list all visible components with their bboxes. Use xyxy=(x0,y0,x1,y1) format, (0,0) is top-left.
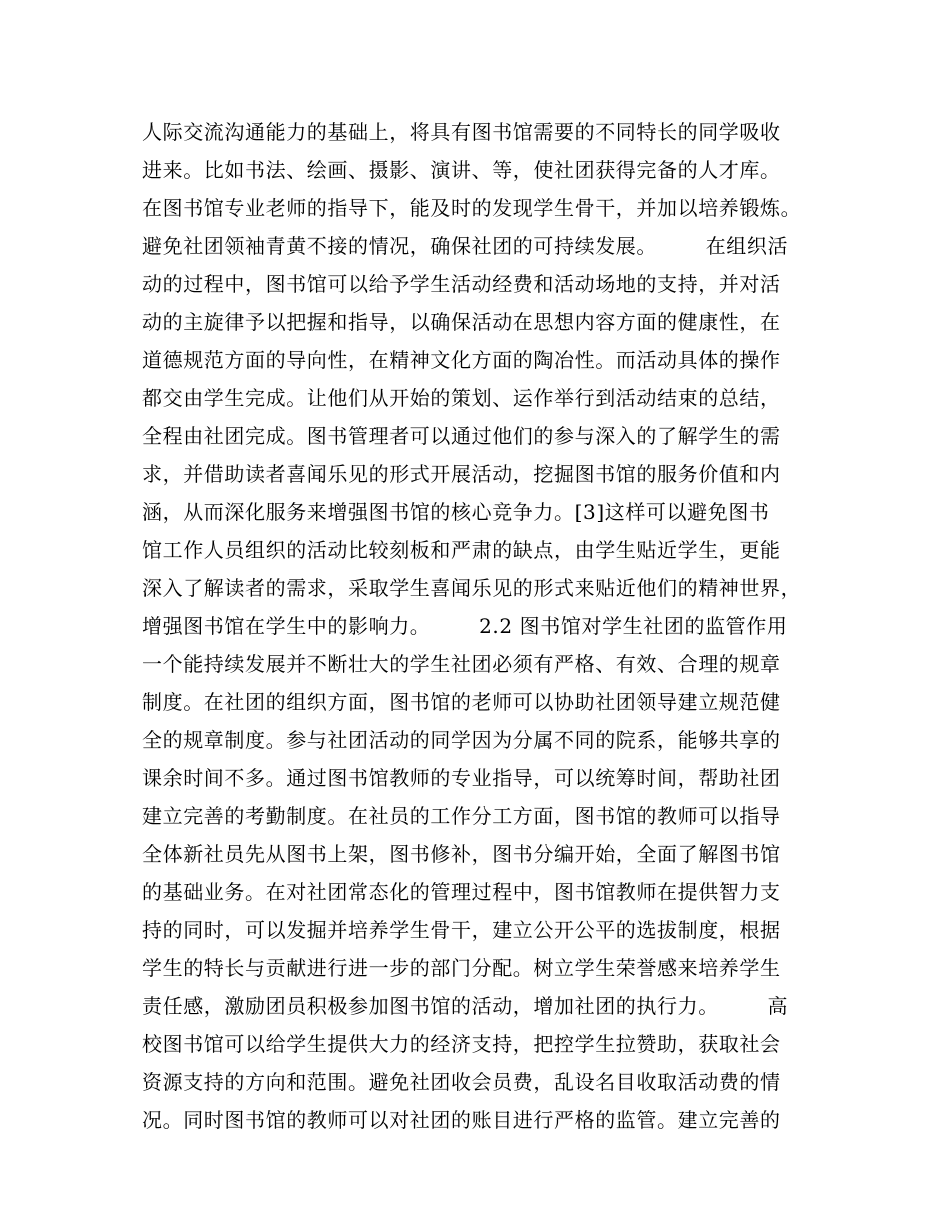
text-line: 资源支持的方向和范围。避免社团收会员费，乱设名目收取活动费的情 xyxy=(142,1070,781,1094)
text-line: 责任感，激励团员积极参加图书馆的活动，增加社团的执行力。 高 xyxy=(142,994,789,1018)
text-line: 制度。在社团的组织方面，图书馆的老师可以协助社团领导建立规范健 xyxy=(142,690,781,714)
text-line: 全程由社团完成。图书管理者可以通过他们的参与深入的了解学生的需 xyxy=(142,424,781,448)
text-line: 况。同时图书馆的教师可以对社团的账目进行严格的监管。建立完善的 xyxy=(142,1108,781,1132)
text-line: 道德规范方面的导向性，在精神文化方面的陶冶性。而活动具体的操作 xyxy=(142,348,781,372)
text-line: 动的主旋律予以把握和指导，以确保活动在思想内容方面的健康性，在 xyxy=(142,310,781,334)
text-line: 求，并借助读者喜闻乐见的形式开展活动，挖掘图书馆的服务价值和内 xyxy=(142,462,781,486)
text-line: 校图书馆可以给学生提供大力的经济支持，把控学生拉赞助，获取社会 xyxy=(142,1032,781,1056)
text-line: 人际交流沟通能力的基础上，将具有图书馆需要的不同特长的同学吸收 xyxy=(142,120,781,144)
text-line: 涵，从而深化服务来增强图书馆的核心竞争力。[3]这样可以避免图书 xyxy=(142,500,770,524)
text-line: 全的规章制度。参与社团活动的同学因为分属不同的院系，能够共享的 xyxy=(142,728,781,752)
text-line: 的基础业务。在对社团常态化的管理过程中，图书馆教师在提供智力支 xyxy=(142,880,781,904)
text-line: 馆工作人员组织的活动比较刻板和严肃的缺点，由学生贴近学生，更能 xyxy=(142,538,781,562)
text-line: 深入了解读者的需求，采取学生喜闻乐见的形式来贴近他们的精神世界， xyxy=(142,576,802,600)
text-line: 避免社团领袖青黄不接的情况，确保社团的可持续发展。 在组织活 xyxy=(142,234,789,258)
text-line: 全体新社员先从图书上架，图书修补，图书分编开始，全面了解图书馆 xyxy=(142,842,781,866)
text-line: 学生的特长与贡献进行进一步的部门分配。树立学生荣誉感来培养学生 xyxy=(142,956,781,980)
text-line: 进来。比如书法、绘画、摄影、演讲、等，使社团获得完备的人才库。 xyxy=(142,158,781,182)
text-line: 持的同时，可以发掘并培养学生骨干，建立公开公平的选拔制度，根据 xyxy=(142,918,781,942)
text-line: 一个能持续发展并不断壮大的学生社团必须有严格、有效、合理的规章 xyxy=(142,652,781,676)
body-text xyxy=(142,113,842,1139)
text-line: 增强图书馆在学生中的影响力。 2.2 图书馆对学生社团的监管作用 xyxy=(142,614,788,638)
text-line: 都交由学生完成。让他们从开始的策划、运作举行到活动结束的总结， xyxy=(142,386,781,410)
text-line: 在图书馆专业老师的指导下，能及时的发现学生骨干，并加以培养锻炼。 xyxy=(142,196,802,220)
text-line: 动的过程中，图书馆可以给予学生活动经费和活动场地的支持，并对活 xyxy=(142,272,781,296)
text-line: 建立完善的考勤制度。在社员的工作分工方面，图书馆的教师可以指导 xyxy=(142,804,781,828)
text-line: 课余时间不多。通过图书馆教师的专业指导，可以统筹时间，帮助社团 xyxy=(142,766,781,790)
